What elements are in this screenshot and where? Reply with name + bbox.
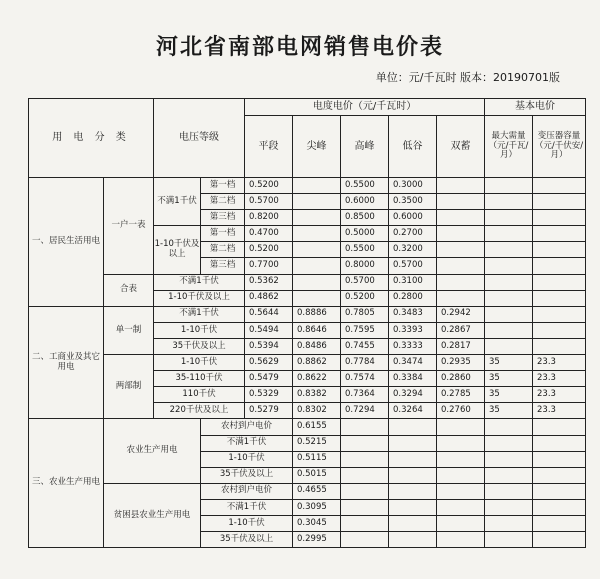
cell-double [485,451,533,467]
cell-peak: 0.5700 [341,274,389,290]
cell-flat: 0.5700 [245,194,293,210]
cell-double [437,226,485,242]
cell-flat: 0.4655 [293,483,341,499]
voltage-cell: 220千伏及以上 [154,403,245,419]
voltage-cell: 农村到户电价 [201,483,293,499]
cell-valley [437,515,485,531]
header-category: 用 电 分 类 [29,99,154,178]
cell-sharp: 0.8486 [293,338,341,354]
cell-sharp [293,242,341,258]
cell-transformer [533,274,586,290]
cell-flat: 0.5644 [245,306,293,322]
cell-valley: 0.3474 [389,355,437,371]
voltage-cell: 不满1千伏 [201,435,293,451]
cell-double [485,435,533,451]
cell-max-demand: 35 [485,371,533,387]
cell-sharp: 0.8886 [293,306,341,322]
tier-label: 第二档 [201,242,245,258]
cell-double: 0.2760 [437,403,485,419]
cell-double [437,194,485,210]
cell-peak: 0.8500 [341,210,389,226]
voltage-cell: 35千伏及以上 [154,338,245,354]
cell-valley [437,451,485,467]
header-voltage: 电压等级 [154,99,245,178]
poor-county-label: 贫困县农业生产用电 [104,483,201,547]
header-max-demand: 最大需量（元/千瓦/月） [485,116,533,178]
cell-double [485,467,533,483]
cell-valley [437,532,485,548]
cell-flat: 0.5215 [293,435,341,451]
cell-valley: 0.6000 [389,210,437,226]
cell-sharp: 0.8862 [293,355,341,371]
cell-max-demand [485,258,533,274]
cell-sharp [293,258,341,274]
cell-max-demand [485,306,533,322]
cell-sharp [293,290,341,306]
cell-sharp [341,515,389,531]
cell-peak: 0.5500 [341,178,389,194]
cell-transformer [533,306,586,322]
voltage-cell: 1-10千伏 [201,451,293,467]
cell-peak: 0.7574 [341,371,389,387]
cell-valley: 0.2800 [389,290,437,306]
voltage-cell: 1-10千伏 [154,355,245,371]
combined-label: 合表 [104,274,154,306]
cell-sharp [341,499,389,515]
cell-flat: 0.5494 [245,322,293,338]
commercial-label: 二、工商业及其它用电 [29,306,104,419]
unit-version-line: 单位：元/千瓦时 版本：20190701版 [375,71,560,84]
cell-flat: 0.5279 [245,403,293,419]
cell-valley: 0.3333 [389,338,437,354]
cell-valley: 0.3264 [389,403,437,419]
cell-double [437,242,485,258]
cell-flat: 0.5394 [245,338,293,354]
cell-valley: 0.5700 [389,258,437,274]
tier-label: 第一档 [201,226,245,242]
cell-peak: 0.8000 [341,258,389,274]
cell-flat: 0.5479 [245,371,293,387]
cell-flat: 0.7700 [245,258,293,274]
cell-flat: 0.3095 [293,499,341,515]
cell-valley [437,435,485,451]
cell-peak: 0.5500 [341,242,389,258]
cell-max-demand [533,515,586,531]
cell-flat: 0.5200 [245,242,293,258]
cell-double [485,419,533,435]
cell-flat: 0.5362 [245,274,293,290]
cell-double [485,532,533,548]
cell-valley [437,483,485,499]
cell-max-demand [485,194,533,210]
cell-flat: 0.6155 [293,419,341,435]
cell-transformer: 23.3 [533,355,586,371]
two-part-tariff-label: 两部制 [104,355,154,419]
table-row [29,355,586,371]
cell-max-demand [485,178,533,194]
cell-transformer [533,210,586,226]
cell-sharp [341,483,389,499]
cell-peak [389,483,437,499]
cell-valley: 0.3200 [389,242,437,258]
agri-production-label: 农业生产用电 [104,419,201,483]
cell-peak: 0.6000 [341,194,389,210]
cell-max-demand [533,483,586,499]
cell-peak [389,435,437,451]
voltage-cell: 农村到户电价 [201,419,293,435]
cell-peak: 0.7595 [341,322,389,338]
header-flat: 平段 [245,116,293,178]
cell-peak: 0.5200 [341,290,389,306]
cell-valley: 0.2700 [389,226,437,242]
cell-valley [437,467,485,483]
cell-double: 0.2867 [437,322,485,338]
table-row [29,483,586,499]
cell-transformer [533,338,586,354]
one-meter-label: 一户一表 [104,178,154,275]
cell-sharp [341,467,389,483]
cell-max-demand [533,532,586,548]
header-energy-price: 电度电价（元/千瓦时） [245,99,485,116]
cell-transformer: 23.3 [533,387,586,403]
cell-max-demand [533,435,586,451]
header-transformer: 变压器容量（元/千伏安/月） [533,116,586,178]
cell-double: 0.2942 [437,306,485,322]
cell-max-demand [533,499,586,515]
cell-flat: 0.4862 [245,290,293,306]
cell-sharp [341,419,389,435]
cell-double: 0.2935 [437,355,485,371]
tier-label: 第三档 [201,258,245,274]
cell-valley: 0.3384 [389,371,437,387]
cell-transformer [533,290,586,306]
cell-sharp [341,451,389,467]
cell-max-demand [533,467,586,483]
cell-double [437,178,485,194]
voltage-cell: 1-10千伏 [154,322,245,338]
cell-valley: 0.3100 [389,274,437,290]
cell-double: 0.2785 [437,387,485,403]
cell-peak [389,451,437,467]
header-peak: 高峰 [341,116,389,178]
cell-transformer [533,322,586,338]
cell-valley: 0.3393 [389,322,437,338]
cell-max-demand: 35 [485,387,533,403]
page-title: 河北省南部电网销售电价表 [155,34,444,60]
cell-peak [389,419,437,435]
cell-max-demand [485,242,533,258]
voltage-cell: 1-10千伏及以上 [154,290,245,306]
cell-peak [389,499,437,515]
tier-label: 第二档 [201,194,245,210]
cell-valley [437,419,485,435]
cell-max-demand [485,322,533,338]
cell-flat: 0.5629 [245,355,293,371]
cell-double [485,515,533,531]
cell-sharp: 0.8382 [293,387,341,403]
cell-double [485,483,533,499]
cell-valley: 0.3000 [389,178,437,194]
cell-flat: 0.8200 [245,210,293,226]
cell-valley: 0.3483 [389,306,437,322]
voltage-cell: 35-110千伏 [154,371,245,387]
residential-label: 一、居民生活用电 [29,178,104,307]
cell-sharp: 0.8646 [293,322,341,338]
voltage-cell: 不满1千伏 [154,274,245,290]
agriculture-label: 三、农业生产用电 [29,419,104,548]
cell-peak: 0.7455 [341,338,389,354]
table-row [29,274,586,290]
table-row [29,419,586,435]
cell-sharp [293,194,341,210]
cell-valley [437,499,485,515]
header-sharp: 尖峰 [293,116,341,178]
cell-max-demand [533,419,586,435]
cell-sharp [293,226,341,242]
cell-valley: 0.3294 [389,387,437,403]
voltage-under-1kv: 不满1千伏 [154,178,201,226]
single-tariff-label: 单一制 [104,306,154,354]
cell-max-demand [485,290,533,306]
cell-sharp [293,274,341,290]
cell-double [437,210,485,226]
cell-transformer [533,178,586,194]
cell-sharp [341,435,389,451]
voltage-cell: 35千伏及以上 [201,532,293,548]
cell-double [437,258,485,274]
cell-double [485,499,533,515]
tier-label: 第一档 [201,178,245,194]
cell-flat: 0.5329 [245,387,293,403]
cell-max-demand [485,210,533,226]
voltage-cell: 35千伏及以上 [201,467,293,483]
table-row [29,178,586,194]
cell-transformer: 23.3 [533,403,586,419]
cell-transformer [533,258,586,274]
cell-transformer [533,242,586,258]
cell-max-demand: 35 [485,403,533,419]
cell-flat: 0.5015 [293,467,341,483]
cell-peak [389,467,437,483]
cell-sharp [341,532,389,548]
cell-max-demand [485,226,533,242]
cell-max-demand: 35 [485,355,533,371]
cell-peak [389,515,437,531]
cell-valley: 0.3500 [389,194,437,210]
cell-peak: 0.7294 [341,403,389,419]
cell-double: 0.2817 [437,338,485,354]
cell-double [437,290,485,306]
cell-flat: 0.4700 [245,226,293,242]
cell-flat: 0.2995 [293,532,341,548]
cell-sharp [293,178,341,194]
voltage-1-10kv: 1-10千伏及以上 [154,226,201,274]
cell-sharp: 0.8622 [293,371,341,387]
table-row [29,306,586,322]
cell-transformer [533,226,586,242]
tier-label: 第三档 [201,210,245,226]
cell-sharp: 0.8302 [293,403,341,419]
cell-peak: 0.7784 [341,355,389,371]
cell-peak: 0.5000 [341,226,389,242]
voltage-cell: 不满1千伏 [201,499,293,515]
price-table [28,98,586,548]
header-valley: 低谷 [389,116,437,178]
header-double-storage: 双蓄 [437,116,485,178]
cell-flat: 0.5200 [245,178,293,194]
cell-max-demand [485,338,533,354]
cell-double [437,274,485,290]
cell-max-demand [485,274,533,290]
cell-double: 0.2860 [437,371,485,387]
voltage-cell: 不满1千伏 [154,306,245,322]
cell-transformer: 23.3 [533,371,586,387]
cell-peak [389,532,437,548]
cell-peak: 0.7364 [341,387,389,403]
cell-flat: 0.3045 [293,515,341,531]
cell-sharp [293,210,341,226]
voltage-cell: 1-10千伏 [201,515,293,531]
cell-transformer [533,194,586,210]
cell-flat: 0.5115 [293,451,341,467]
cell-max-demand [533,451,586,467]
cell-peak: 0.7805 [341,306,389,322]
voltage-cell: 110千伏 [154,387,245,403]
header-basic-price: 基本电价 [485,99,586,116]
